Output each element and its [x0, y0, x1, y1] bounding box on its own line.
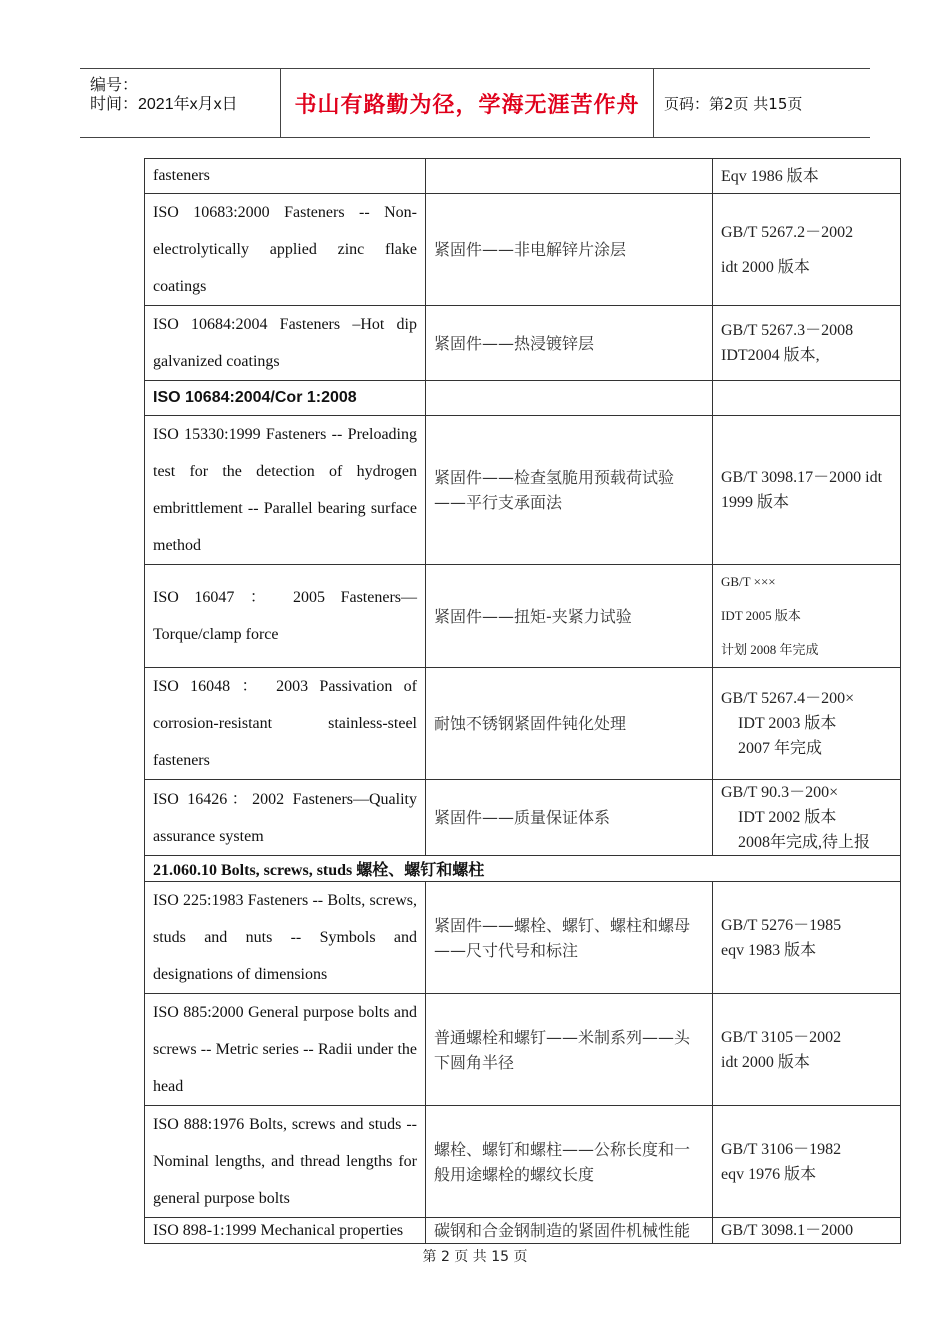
gb-line: eqv 1976 版本: [721, 1165, 817, 1183]
page-header: [80, 68, 870, 138]
gb-line: IDT 2003 版本: [738, 715, 837, 732]
table-row: [145, 416, 901, 565]
chinese-title-cell: 普通螺栓和螺钉——米制系列——头下圆角半径: [426, 994, 713, 1106]
gb-line: GB/T 3105－2002: [721, 1028, 842, 1046]
table-row: [145, 780, 901, 856]
table-row: [145, 159, 901, 194]
iso-cell: ISO 16047 ： 2005 Fasteners—Torque/clamp force: [145, 565, 426, 668]
iso-cell: ISO 10683:2000 Fasteners -- Non-electrolytically applied zinc flake coatings: [145, 194, 426, 306]
iso-cell: ISO 10684:2004/Cor 1:2008: [145, 381, 426, 416]
gb-line: IDT 2005 版本: [721, 608, 801, 623]
gb-line: idt 2000 版本: [721, 258, 810, 276]
gb-cell: [713, 306, 901, 381]
gb-line: GB/T ×××: [721, 574, 776, 589]
gb-line: 1999 版本: [721, 494, 790, 511]
gb-cell: [713, 1106, 901, 1218]
gb-line: 计划 2008 年完成: [721, 642, 819, 657]
iso-cell: ISO 16426：2002 Fasteners—Quality assurance system: [145, 780, 426, 856]
iso-cell: ISO 10684:2004 Fasteners –Hot dip galvanized coatings: [145, 306, 426, 381]
table-row: [145, 306, 901, 381]
gb-cell: [713, 882, 901, 994]
chinese-title-cell: 紧固件——扭矩-夹紧力试验: [426, 565, 713, 668]
gb-cell: [713, 994, 901, 1106]
gb-line: eqv 1983 版本: [721, 941, 817, 959]
doc-number-label: 编号：: [90, 77, 139, 94]
gb-cell: [713, 381, 901, 416]
section-heading: 21.060.10 Bolts, screws, studs 螺栓、螺钉和螺柱: [145, 856, 901, 882]
chinese-title-cell: 紧固件——热浸镀锌层: [426, 306, 713, 381]
chinese-title-cell: [426, 159, 713, 194]
page-info: 页码：第2页 共15页: [664, 94, 803, 113]
date-line: 时间：2021年x月x日: [90, 96, 238, 113]
table-row: [145, 882, 901, 994]
gb-line: idt 2000 版本: [721, 1053, 810, 1071]
chinese-title-cell: 紧固件——检查氢脆用预载荷试验——平行支承面法: [426, 416, 713, 565]
gb-line: Eqv 1986 版本: [721, 167, 819, 185]
gb-cell: [713, 780, 901, 856]
iso-cell: ISO 898-1:1999 Mechanical properties: [145, 1218, 426, 1244]
gb-line: IDT2004 版本,: [721, 347, 820, 364]
gb-cell: [713, 159, 901, 194]
gb-line: IDT 2002 版本: [738, 809, 837, 826]
header-meta: [80, 69, 281, 137]
gb-cell: [713, 565, 901, 668]
table-row: [145, 1218, 901, 1244]
iso-cell: ISO 225:1983 Fasteners -- Bolts, screws, studs and nuts -- Symbols and designations of dimensions: [145, 882, 426, 994]
gb-line: GB/T 5267.3－2008: [721, 322, 854, 339]
gb-line: GB/T 90.3－200×: [721, 784, 839, 801]
header-motto: 书山有路勤为径，学海无涯苦作舟: [281, 69, 654, 137]
chinese-title-cell: 耐蚀不锈钢紧固件钝化处理: [426, 668, 713, 780]
iso-cell: ISO 888:1976 Bolts, screws and studs -- Nominal lengths, and thread lengths for general purpose bolts: [145, 1106, 426, 1218]
page-footer: 第 2 页 共 15 页: [422, 1249, 528, 1265]
gb-line: 2007 年完成: [738, 740, 823, 757]
section-row: [145, 856, 901, 882]
gb-line: GB/T 5267.4－200×: [721, 690, 855, 707]
iso-cell: ISO 885:2000 General purpose bolts and screws -- Metric series -- Radii under the head: [145, 994, 426, 1106]
gb-cell: [713, 194, 901, 306]
gb-line: GB/T 3106－1982: [721, 1140, 842, 1158]
iso-cell: ISO 15330:1999 Fasteners -- Preloading test for the detection of hydrogen embrittlement -- Parallel bearing surface method: [145, 416, 426, 565]
chinese-title-cell: 碳钢和合金钢制造的紧固件机械性能: [426, 1218, 713, 1244]
gb-line: GB/T 5267.2－2002: [721, 223, 854, 241]
gb-cell: [713, 416, 901, 565]
chinese-title-cell: 紧固件——非电解锌片涂层: [426, 194, 713, 306]
gb-line: 2008年完成,待上报: [738, 834, 871, 851]
table-row: [145, 565, 901, 668]
table-row: [145, 1106, 901, 1218]
gb-line: GB/T 3098.1－2000: [721, 1222, 854, 1239]
chinese-title-cell: [426, 381, 713, 416]
gb-line: GB/T 3098.17－2000 idt: [721, 469, 883, 486]
iso-cell: fasteners: [145, 159, 426, 194]
chinese-title-cell: 紧固件——质量保证体系: [426, 780, 713, 856]
gb-cell: [713, 1218, 901, 1244]
table-row: [145, 194, 901, 306]
chinese-title-cell: 紧固件——螺栓、螺钉、螺柱和螺母——尺寸代号和标注: [426, 882, 713, 994]
iso-cell: ISO 16048 ： 2003 Passivation of corrosion-resistant stainless-steel fasteners: [145, 668, 426, 780]
gb-line: GB/T 5276－1985: [721, 916, 842, 934]
table-row: [145, 381, 901, 416]
chinese-title-cell: 螺栓、螺钉和螺柱——公称长度和一般用途螺栓的螺纹长度: [426, 1106, 713, 1218]
standards-table: [144, 158, 901, 1244]
gb-cell: [713, 668, 901, 780]
table-row: [145, 668, 901, 780]
table-row: [145, 994, 901, 1106]
